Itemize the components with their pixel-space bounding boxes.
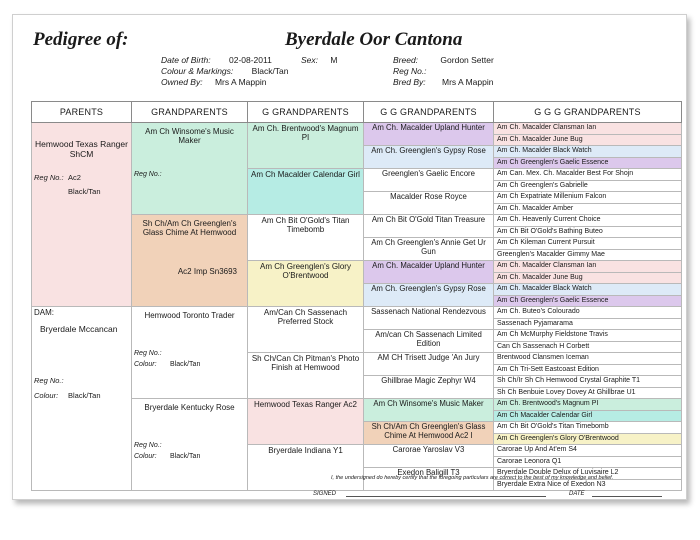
- sire-reg: Ac2: [68, 172, 81, 182]
- ggg-grandparent: Am Ch. Macalder Black Watch: [494, 146, 682, 158]
- g-grandparent-7: Hemwood Texas Ranger Ac2: [248, 399, 364, 445]
- breed-value: Gordon Setter: [440, 55, 494, 65]
- colour-value: Black/Tan: [251, 66, 289, 76]
- col-parents: PARENTS: [32, 102, 132, 123]
- ggg-grandparent: Brentwood Clansmen Iceman: [494, 353, 682, 365]
- column-headers: [32, 102, 682, 123]
- dob-label: Date of Birth:: [161, 55, 211, 65]
- ggg-grandparent: Am Ch Bit O'Gold's Bathing Buteo: [494, 226, 682, 238]
- gg-grandparent-5: Am Ch Bit O'Gold Titan Treasure: [364, 215, 494, 238]
- sex-value: M: [330, 55, 338, 65]
- col-grandparents: GRANDPARENTS: [132, 102, 248, 123]
- grandparent-colour-row: [134, 361, 245, 369]
- grandparent-colour-row: [134, 453, 245, 461]
- sire-name: Hemwood Texas Ranger ShCM: [35, 139, 128, 159]
- grandparent-colour: Black/Tan: [170, 453, 201, 461]
- dam-reg-row: [34, 377, 129, 386]
- grandparent-name: Hemwood Toronto Trader: [144, 311, 235, 320]
- sex-row: [301, 55, 337, 65]
- grandparent-reg-row: [134, 442, 245, 450]
- bred-row: [393, 77, 493, 87]
- gg-grandparent-6: Am Ch Greenglen's Annie Get Ur Gun: [364, 238, 494, 261]
- colour-row: [161, 66, 289, 76]
- gg-grandparent-13: Am Ch Winsome's Music Maker: [364, 399, 494, 422]
- ggg-grandparent: Am Ch Macalder Calendar Girl: [494, 410, 682, 422]
- sire-cell: [32, 123, 132, 307]
- owned-row: [161, 77, 266, 87]
- col-ggg-grandparents: G G G GRANDPARENTS: [494, 102, 682, 123]
- reg-label: Reg No.:: [393, 66, 427, 76]
- signed-label: SIGNED: [313, 491, 337, 497]
- date-row: [569, 491, 662, 497]
- ggg-grandparent: Am Ch McMurphy Fieldstone Travis: [494, 330, 682, 342]
- g-grandparent-5: Am/Can Ch Sassenach Preferred Stock: [248, 307, 364, 353]
- ggg-grandparent: Can Ch Sassenach H Corbett: [494, 341, 682, 353]
- grandparent-reg: Ac2 Imp Sn3693: [177, 267, 237, 277]
- ggg-grandparent: Carorae Up And At'em S4: [494, 445, 682, 457]
- dam-cell: [32, 307, 132, 491]
- gg-grandparent-7: Am Ch. Macalder Upland Hunter: [364, 261, 494, 284]
- ggg-grandparent: Am Ch. Brentwood's Magnum PI: [494, 399, 682, 411]
- reg-row: [393, 66, 427, 76]
- ggg-grandparent: Sh Ch/Ir Sh Ch Hemwood Crystal Graphite T1: [494, 376, 682, 388]
- sex-label: Sex:: [301, 55, 319, 65]
- dam-label: DAM:: [34, 308, 54, 317]
- colour-label: Colour:: [134, 361, 157, 369]
- ggg-grandparent: Bryerdale Double Delux of Luvisaire L2: [494, 468, 682, 480]
- ggg-grandparent: Am Ch. Heavenly Current Choice: [494, 215, 682, 227]
- grandparent-name: Sh Ch/Am Ch Greenglen's Glass Chime At Hemwood: [142, 219, 237, 238]
- gg-grandparent-10: Am/can Ch Sassenach Limited Edition: [364, 330, 494, 353]
- owned-value: Mrs A Mappin: [214, 77, 267, 87]
- ggg-grandparent: Am Ch. Macalder Clansman Ian: [494, 123, 682, 135]
- pedigree-sheet: [12, 14, 687, 500]
- ggg-grandparent: Am Ch. Macalder June Bug: [494, 134, 682, 146]
- dob-value: 02-08-2011: [228, 55, 272, 65]
- grandparent-1: [132, 123, 248, 215]
- ggg-grandparent: Am Ch. Macalder Black Watch: [494, 284, 682, 296]
- ggg-grandparent: Am Ch. Macalder June Bug: [494, 272, 682, 284]
- certification-text: I, the undersigned do hereby certify that the foregoing particulars are correct to the best of my knowledge and belief.: [331, 475, 614, 481]
- reg-label: Reg No.:: [134, 171, 162, 179]
- ggg-grandparent: Bryerdale Extra Nice of Exedon N3: [494, 479, 682, 491]
- dog-name: Byerdale Oor Cantona: [285, 29, 463, 50]
- ggg-grandparent: Am Ch Expatriate Millenium Falcon: [494, 192, 682, 204]
- reg-label: Reg No.:: [134, 350, 162, 358]
- grandparent-colour: Black/Tan: [170, 361, 201, 369]
- sire-colour: Black/Tan: [68, 187, 101, 197]
- ggg-grandparent: Am Ch. Macalder Clansman Ian: [494, 261, 682, 273]
- g-grandparent-3: Am Ch Bit O'Gold's Titan Timebomb: [248, 215, 364, 261]
- grandparent-reg-row: [134, 350, 245, 358]
- dob-row: [161, 55, 272, 65]
- ggg-grandparent: Am Ch Tri-Sett Eastcoast Edition: [494, 364, 682, 376]
- dam-reg-label: Reg No.:: [34, 375, 64, 385]
- ggg-grandparent: Carorae Leonora Q1: [494, 456, 682, 468]
- ggg-grandparent: Am Ch Kileman Current Pursuit: [494, 238, 682, 250]
- ggg-grandparent: Am Can. Mex. Ch. Macalder Best For Shojn: [494, 169, 682, 181]
- ggg-grandparent: Am Ch Greenglen's Gaelic Essence: [494, 157, 682, 169]
- signed-line: [346, 496, 546, 497]
- gg-grandparent-15: Carorae Yaroslav V3: [364, 445, 494, 468]
- gg-grandparent-3: Greenglen's Gaelic Encore: [364, 169, 494, 192]
- sire-reg-label: Reg No.:: [34, 172, 64, 182]
- g-grandparent-6: Sh Ch/Can Ch Pitman's Photo Finish at Hemwood: [248, 353, 364, 399]
- ggg-grandparent: Am Ch Greenglen's Gaelic Essence: [494, 295, 682, 307]
- colour-label: Colour:: [134, 453, 157, 461]
- page-title: Pedigree of:: [33, 29, 129, 50]
- ggg-grandparent: Am Ch Greenglen's Gabrielle: [494, 180, 682, 192]
- owned-label: Owned By:: [161, 77, 203, 87]
- gg-grandparent-9: Sassenach National Rendezvous: [364, 307, 494, 330]
- dam-colour: Black/Tan: [68, 390, 101, 400]
- dam-colour-label: Colour:: [34, 390, 59, 400]
- gg-grandparent-16: Exedon Baligill T3: [364, 468, 494, 491]
- gg-grandparent-12: Ghillbrae Magic Zephyr W4: [364, 376, 494, 399]
- gg-grandparent-14: Sh Ch/Am Ch Greenglen's Glass Chime At Hemwood Ac2 I: [364, 422, 494, 445]
- g-grandparent-4: Am Ch Greenglen's Glory O'Brentwood: [248, 261, 364, 307]
- gg-grandparent-4: Macalder Rose Royce: [364, 192, 494, 215]
- gg-grandparent-8: Am Ch. Greenglen's Gypsy Rose: [364, 284, 494, 307]
- dam-colour-row: [34, 392, 129, 401]
- grandparent-2: [132, 215, 248, 307]
- ggg-grandparent: Sh Ch Benbuie Lovey Dovey At Ghillbrae U1: [494, 387, 682, 399]
- date-line: [592, 496, 662, 497]
- sire-reg-row: [34, 174, 129, 183]
- ggg-grandparent: Am Ch. Buteo's Colourado: [494, 307, 682, 319]
- gg-grandparent-11: AM CH Trisett Judge 'An Jury: [364, 353, 494, 376]
- col-gg-grandparents: G G GRANDPARENTS: [364, 102, 494, 123]
- gg-grandparent-1: Am Ch. Macalder Upland Hunter: [364, 123, 494, 146]
- ggg-grandparent: Am Ch Greenglen's Glory O'Brentwood: [494, 433, 682, 445]
- ggg-grandparent: Am Ch. Macalder Amber: [494, 203, 682, 215]
- grandparent-3: [132, 307, 248, 399]
- gg-grandparent-2: Am Ch. Greenglen's Gypsy Rose: [364, 146, 494, 169]
- breed-row: [393, 55, 494, 65]
- bred-value: Mrs A Mappin: [441, 77, 494, 87]
- grandparent-name: Bryerdale Kentucky Rose: [144, 403, 235, 412]
- grandparent-reg-row: [134, 171, 245, 179]
- dam-name: Bryerdale Mccancan: [40, 324, 118, 335]
- date-label: DATE: [569, 491, 585, 497]
- g-grandparent-8: Bryerdale Indiana Y1: [248, 445, 364, 491]
- ggg-grandparent: Am Ch Bit O'Gold's Titan Timebomb: [494, 422, 682, 434]
- grandparent-name: Am Ch Winsome's Music Maker: [145, 127, 234, 146]
- signed-row: [313, 491, 546, 497]
- colour-label: Colour & Markings:: [161, 66, 234, 76]
- bred-label: Bred By:: [393, 77, 426, 87]
- grandparent-4: [132, 399, 248, 491]
- breed-label: Breed:: [393, 55, 419, 65]
- g-grandparent-2: Am Ch Macalder Calendar Girl: [248, 169, 364, 215]
- col-g-grandparents: G GRANDPARENTS: [248, 102, 364, 123]
- ggg-grandparent: Sassenach Pyjamarama: [494, 318, 682, 330]
- reg-label: Reg No.:: [134, 442, 162, 450]
- ggg-grandparent: Greenglen's Macalder Gimmy Mae: [494, 249, 682, 261]
- pedigree-table: [31, 101, 682, 491]
- g-grandparent-1: Am Ch. Brentwood's Magnum PI: [248, 123, 364, 169]
